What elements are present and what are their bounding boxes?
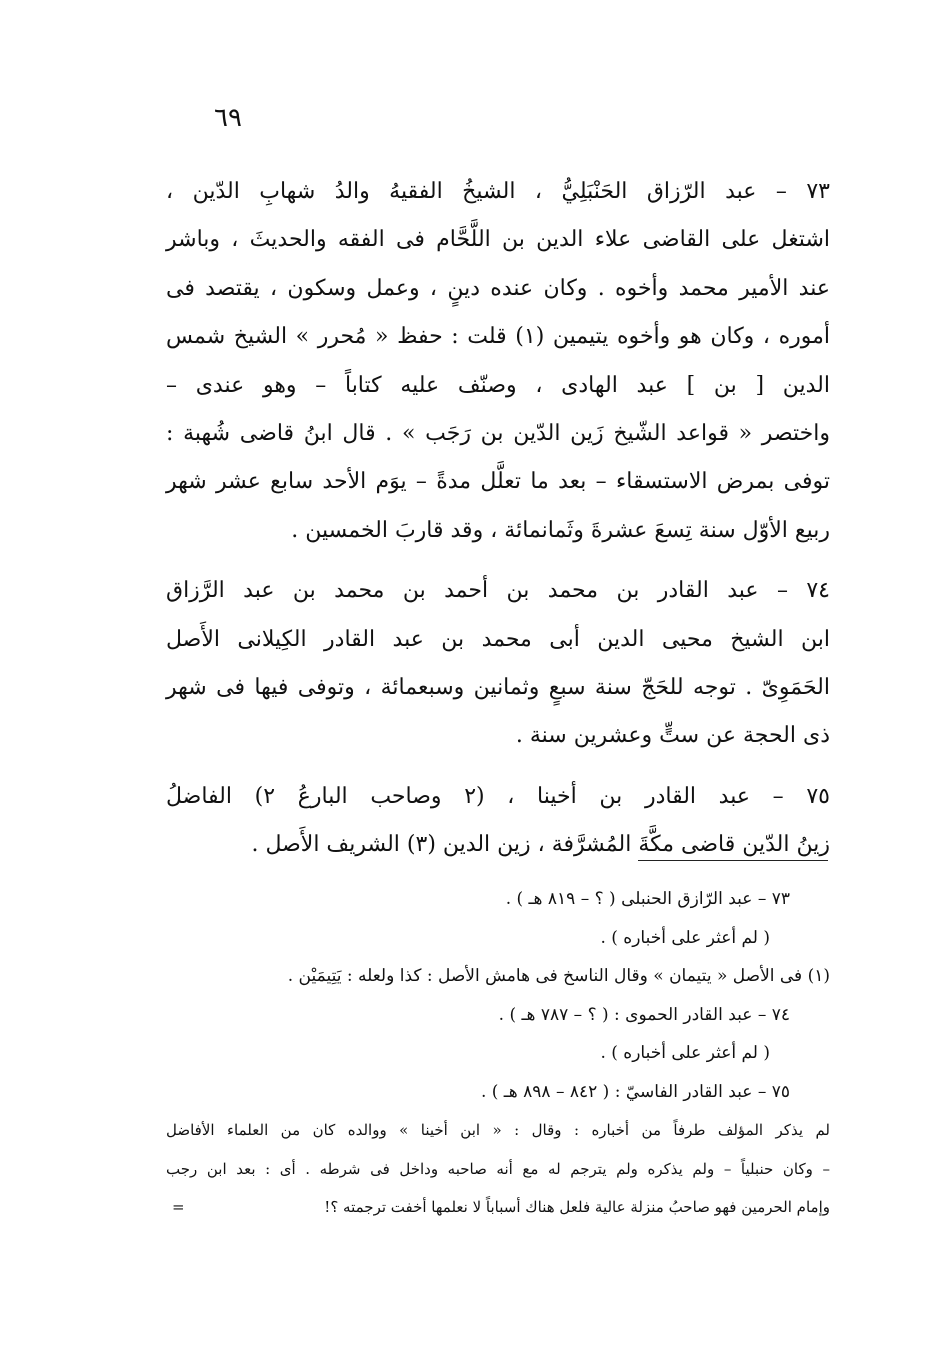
entry-75 bbox=[166, 773, 830, 870]
text-line: ابن الشيخ محيى الدين أبى محمد بن عبد القادر الكِيلانى الأَصل bbox=[166, 626, 830, 652]
text-line: توفى بمرض الاستسقاء – بعد ما تعلَّل مدةً – يوَم الأحد سابع عشر شهر bbox=[166, 469, 830, 495]
footnote-divider bbox=[638, 860, 828, 861]
text-line: ٧٣ – عبد الرّزاق الحَنْبَلِيُّ ، الشيخُ الفقيهُ والدُ شهابِ الدّين ، bbox=[166, 179, 830, 204]
entry-74 bbox=[166, 567, 830, 761]
text-line: واختصر « قواعد الشّيخ زَين الدّين بن رَجَب » . قال ابنُ قاضى شُهبة : bbox=[166, 420, 830, 446]
text-line: زينُ الدّين قاضى مكَّةَ المُشرَّفة ، زين الدين (٣) الشريف الأَصل . bbox=[251, 832, 830, 858]
footnotes bbox=[166, 880, 830, 1227]
main-text bbox=[166, 168, 830, 869]
text-line: ربيع الأوّل سنة تِسعَ عشرةَ وثَمانمائة ، وقد قاربَ الخمسين . bbox=[291, 517, 830, 543]
footnote-line: ٧٥ – عبد القادر الفاسيّ : ( ٨٤٢ – ٨٩٨ هـ ) . bbox=[480, 1081, 790, 1102]
text-line: أموره ، وكان هو وأخوه يتيمين (١) قلت : حفظ « مُحرر » الشيخ شمس bbox=[166, 324, 830, 350]
text-line: الحَمَوِىّ . توجه للحَجّ سنة سبعٍ وثمانين وسبعمائة ، وتوفى فيها فى شهر bbox=[166, 674, 830, 700]
text-line: اشتغل على القاضى علاء الدين بن اللَّحَّام فى الفقه والحديثَ ، وباشر bbox=[166, 227, 830, 253]
text-line: ٧٤ – عبد القادر بن محمد بن أحمد بن محمد بن عبد الرَّزاق bbox=[166, 578, 830, 604]
entry-73 bbox=[166, 168, 830, 555]
footnote-line-last bbox=[166, 1188, 830, 1227]
text-line: عند الأمير محمد وأخوه . وكان عنده دينٍ ، وعمل وسكون ، يقتصد فى bbox=[166, 275, 830, 301]
footnote-line: ٧٤ – عبد القادر الحموى : ( ؟ – ٧٨٧ هـ ) . bbox=[498, 1004, 790, 1025]
continuation-mark: = bbox=[172, 1198, 185, 1216]
page-number: ٦٩ bbox=[214, 103, 242, 133]
text-line: الدين [ بن ] عبد الهادى ، وصنّف عليه كتاباً – وهو عندى – bbox=[166, 372, 830, 398]
footnote-line: لم يذكر المؤلف طرفاً من أخباره : وقال : « ابن أخينا » ووالده كان من العلماء الأفاضل bbox=[166, 1121, 830, 1139]
footnote-line: ٧٣ – عبد الرّازق الحنبلى ( ؟ – ٨١٩ هـ ) . bbox=[505, 889, 790, 909]
footnote-line: – وكان حنبلياً – ولم يذكره ولم يترجم له مع أنه صاحبه وداخل فى شرطه . أى : بعد ابن رجب bbox=[166, 1159, 830, 1178]
footnote-line: ( لم أعثر على أخباره ) . bbox=[600, 1043, 770, 1063]
footnote-line: ( لم أعثر على أخباره ) . bbox=[600, 927, 770, 948]
footnote-text: وإمام الحرمين فهو صاحبُ منزلة عالية فلعل هناك أسباباً لا نعلمها أخفت ترجمته ؟! bbox=[324, 1198, 830, 1216]
text-line: ٧٥ – عبد القادر بن أخينا ، (٢ وصاحب البارعُ ٢) الفاضلُ bbox=[166, 783, 830, 809]
text-line: ذى الحجة عن ستٍّ وعشرين سنة . bbox=[515, 723, 830, 749]
footnote-line: (١) فى الأصل « يتيمان » وقال الناسخ فى هامش الأصل : كذا ولعله : يَتِيمَيْن . bbox=[287, 966, 830, 986]
